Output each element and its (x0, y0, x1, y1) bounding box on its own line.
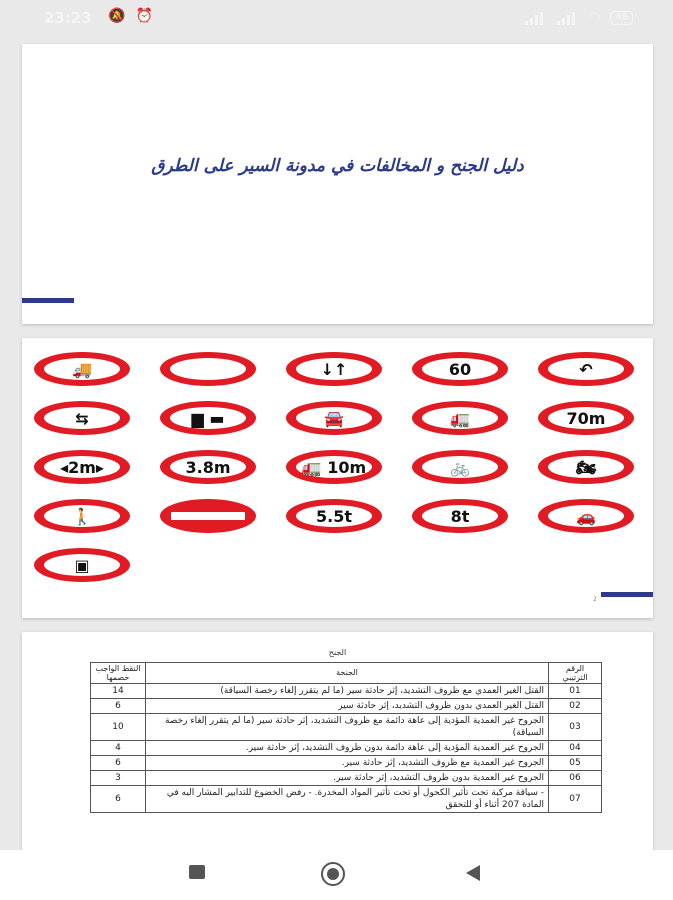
offenses-table (90, 662, 602, 813)
row-number: 06 (549, 771, 602, 786)
row-number: 03 (549, 714, 602, 741)
table-row (91, 684, 602, 699)
row-offense: الجروح غير العمدية مع ظروف التشديد، إثر حادثة سير. (146, 756, 549, 771)
page-accent-bar (601, 592, 653, 597)
no-pedestrians-sign (34, 499, 130, 533)
row-points: 6 (91, 786, 146, 813)
row-number: 02 (549, 699, 602, 714)
no-vehicles-sign (160, 352, 256, 386)
width-limit-2m-sign (34, 450, 130, 484)
sign-symbol (170, 358, 246, 380)
row-number: 05 (549, 756, 602, 771)
no-u-turn-sign (538, 352, 634, 386)
row-points: 6 (91, 756, 146, 771)
sign-symbol: 🚘 (296, 407, 372, 429)
recent-apps-button[interactable] (189, 865, 205, 879)
document-title: دليل الجنح و المخالفات في مدونة السير على الطرق (151, 156, 524, 176)
sign-symbol: 60 (422, 358, 498, 380)
sign-symbol: 🚲 (422, 456, 498, 478)
sign-symbol: ↓↑ (296, 358, 372, 380)
no-motorcycles-sign (538, 450, 634, 484)
table-row (91, 714, 602, 741)
mute-icon: 🔕 (108, 8, 126, 24)
sign-symbol: 70m (548, 407, 624, 429)
sign-symbol: ↶ (548, 358, 624, 380)
back-button[interactable] (466, 865, 480, 881)
length-limit-10m-sign (286, 450, 382, 484)
row-points: 10 (91, 714, 146, 741)
home-icon (327, 868, 339, 880)
min-distance-70m-sign (538, 401, 634, 435)
row-points: 3 (91, 771, 146, 786)
row-offense: - سياقة مركبة تحت تأثير الكحول أو تحت تأثير المواد المخدرة. - رفض الخضوع للتدابير المشار اليه في المادة 207 أثناء أو للتحقق (146, 786, 549, 813)
sign-symbol: 🏍 (548, 456, 624, 478)
row-offense: الجروح غير العمدية بدون ظروف التشديد، إثر حادثة سير. (146, 771, 549, 786)
document-page-2[interactable] (22, 338, 653, 618)
no-overtaking-end-sign (538, 499, 634, 533)
row-offense: القتل الغير العمدي مع ظروف التشديد، إثر حادثة سير (ما لم يتقرر إلغاء رخصة السياقة) (146, 684, 549, 699)
table-row (91, 741, 602, 756)
row-number: 04 (549, 741, 602, 756)
header-points: النقط الواجب خصمها (91, 663, 146, 684)
document-page-3[interactable] (22, 632, 653, 862)
no-motor-vehicles-sign (286, 401, 382, 435)
no-overtaking-sign (34, 401, 130, 435)
page-number: 2 (593, 596, 597, 603)
table-row (91, 756, 602, 771)
sign-symbol: 5.5t (296, 505, 372, 527)
wifi-icon: ◠ (588, 10, 601, 25)
page-accent-bar (22, 298, 74, 303)
document-page-1[interactable] (22, 44, 653, 324)
priority-oncoming-sign (286, 352, 382, 386)
row-points: 6 (91, 699, 146, 714)
no-entry-sign (160, 499, 256, 533)
row-number: 01 (549, 684, 602, 699)
status-bar (0, 0, 673, 36)
navigation-bar (0, 850, 673, 900)
sign-symbol: ◂2m▸ (44, 456, 120, 478)
row-offense: الجروح غير العمدية المؤدية إلى عاهة دائمة بدون ظروف التشديد، إثر حادثة سير. (146, 741, 549, 756)
table-title: الجنح (328, 648, 347, 657)
sign-symbol: 🚗 (548, 505, 624, 527)
sign-symbol: 🚛 (422, 407, 498, 429)
table-row (91, 699, 602, 714)
alarm-icon: ⏰ (135, 8, 153, 24)
header-offense: الجنحة (146, 663, 549, 684)
sign-symbol: 3.8m (170, 456, 246, 478)
no-trucks-sign (412, 401, 508, 435)
weight-limit-5-5t-sign (286, 499, 382, 533)
sign-symbol: 8t (422, 505, 498, 527)
home-button[interactable] (321, 862, 345, 886)
speed-limit-60-sign (412, 352, 508, 386)
row-number: 07 (549, 786, 602, 813)
sign-symbol: 🚚 (44, 358, 120, 380)
sign-symbol: 🚛 10m (296, 456, 372, 478)
no-explosives-sign (34, 548, 130, 582)
no-hazardous-goods-sign (34, 352, 130, 386)
height-limit-3-8m-sign (160, 450, 256, 484)
no-bicycles-sign (412, 450, 508, 484)
battery-icon: 48 (610, 11, 633, 25)
sign-symbol: ⇆ (44, 407, 120, 429)
axle-weight-8t-sign (412, 499, 508, 533)
signal-icon-2 (557, 11, 579, 25)
table-row (91, 771, 602, 786)
signal-icon (525, 11, 547, 25)
row-points: 14 (91, 684, 146, 699)
sign-symbol: ▆ ▬ (170, 407, 246, 429)
status-time: 23:23 (44, 9, 92, 27)
row-offense: القتل الغير العمدي بدون ظروف التشديد، إثر حادثة سير (146, 699, 549, 714)
sign-symbol: ▣ (44, 554, 120, 576)
sign-symbol: 🚶 (44, 505, 120, 527)
no-truck-overtaking-sign (160, 401, 256, 435)
row-points: 4 (91, 741, 146, 756)
table-row (91, 786, 602, 813)
header-number: الرقم الترتيبي (549, 663, 602, 684)
row-offense: الجروح غير العمدية المؤدية إلى عاهة دائمة مع ظروف التشديد، إثر حادثة سير (ما لم يتقرر إلغاء رخصة السياقة) (146, 714, 549, 741)
